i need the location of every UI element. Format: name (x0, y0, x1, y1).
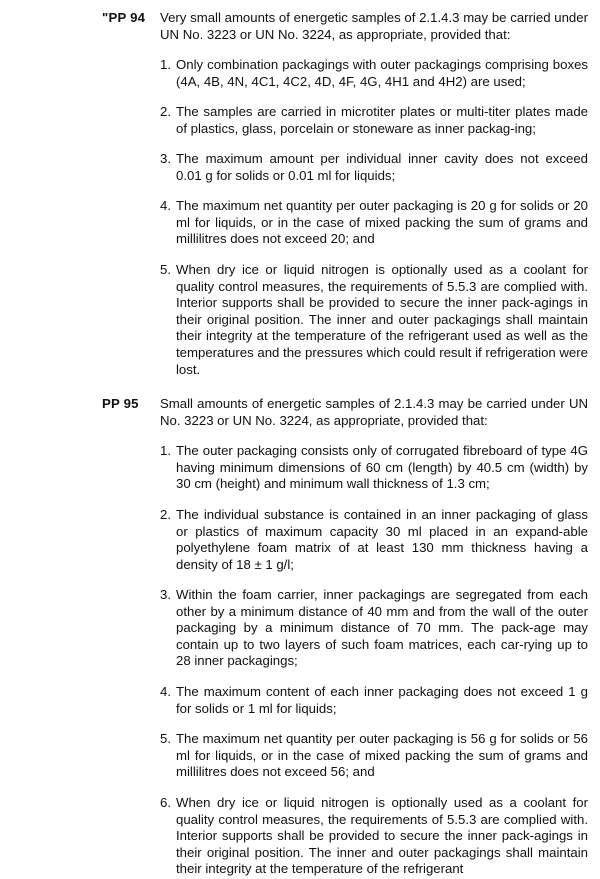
item-number: 5. (160, 262, 171, 277)
item-text: The maximum amount per individual inner cavity does not exceed 0.01 g for solids or 0.01 ml for liquids; (176, 151, 588, 183)
item-number: 4. (160, 684, 171, 699)
item-number: 3. (160, 587, 171, 602)
pp94-intro: Very small amounts of energetic samples of 2.1.4.3 may be carried under UN No. 3223 or UN No. 3224, as appropriate, provided that: (160, 10, 588, 42)
pp95-item-6 (160, 795, 588, 878)
item-number: 5. (160, 731, 171, 746)
pp95-item-2 (160, 507, 588, 573)
item-text: The maximum net quantity per outer packaging is 20 g for solids or 20 ml for liquids, or in the case of mixed packing the sum of grams and millilitres does not exceed 20; and (176, 198, 588, 247)
pp95-item-1 (160, 443, 588, 493)
item-text: Within the foam carrier, inner packagings are segregated from each other by a minimum distance of 40 mm and from the wall of the outer packaging by a minimum distance of 70 mm. The pack-age may contain up to two layers of such foam matrices, each car-rying up to 28 inner packagings; (176, 587, 588, 669)
item-number: 6. (160, 795, 171, 810)
item-number: 2. (160, 104, 171, 119)
item-number: 1. (160, 57, 171, 72)
item-text: The maximum net quantity per outer packaging is 56 g for solids or 56 ml for liquids, or in the case of mixed packing the sum of grams and millilitres does not exceed 56; and (176, 731, 588, 780)
item-text: When dry ice or liquid nitrogen is optionally used as a coolant for quality control measures, the requirements of 5.5.3 are complied with. Interior supports shall be provided to secure the inner pack-agings in their original position. The inner and outer packagings shall maintain their integrity at the temperature of the refrigerant (176, 795, 588, 877)
item-text: The samples are carried in microtiter plates or multi-titer plates made of plastics, glass, porcelain or stoneware as inner packag-ing; (176, 104, 588, 136)
item-number: 4. (160, 198, 171, 213)
pp95-intro: Small amounts of energetic samples of 2.1.4.3 may be carried under UN No. 3223 or UN No. 3224, as appropriate, provided that: (160, 396, 588, 428)
pp95-item-4 (160, 684, 588, 717)
item-text: The individual substance is contained in an inner packaging of glass or plastics of maximum capacity 30 ml placed in an expand-able polyethylene foam matrix of at least 130 mm thickness having a density of 18 ± 1 g/l; (176, 507, 588, 572)
item-text: The outer packaging consists only of corrugated fibreboard of type 4G having minimum dimensions of 60 cm (length) by 40.5 cm (width) by 30 cm (height) and minimum wall thickness of 1.3 cm; (176, 443, 588, 492)
item-number: 3. (160, 151, 171, 166)
item-number: 1. (160, 443, 171, 458)
item-number: 2. (160, 507, 171, 522)
item-text: When dry ice or liquid nitrogen is optionally used as a coolant for quality control measures, the requirements of 5.5.3 are complied with. Interior supports shall be provided to secure the inner pack-agings in their original position. The inner and outer packagings shall maintain their integrity at the temperature of the refrigerant used as well as the temperatures and the pressures which could result if refrigeration were lost. (176, 262, 588, 377)
pp94-code: "PP 94 (102, 10, 146, 25)
pp95-code: PP 95 (102, 396, 139, 411)
pp95-item-5 (160, 731, 588, 781)
item-text: The maximum content of each inner packaging does not exceed 1 g for solids or 1 ml for liquids; (176, 684, 588, 716)
pp95-item-3 (160, 587, 588, 670)
item-text: Only combination packagings with outer packagings comprising boxes (4A, 4B, 4N, 4C1, 4C2, 4D, 4F, 4G, 4H1 and 4H2) are used; (176, 57, 588, 89)
